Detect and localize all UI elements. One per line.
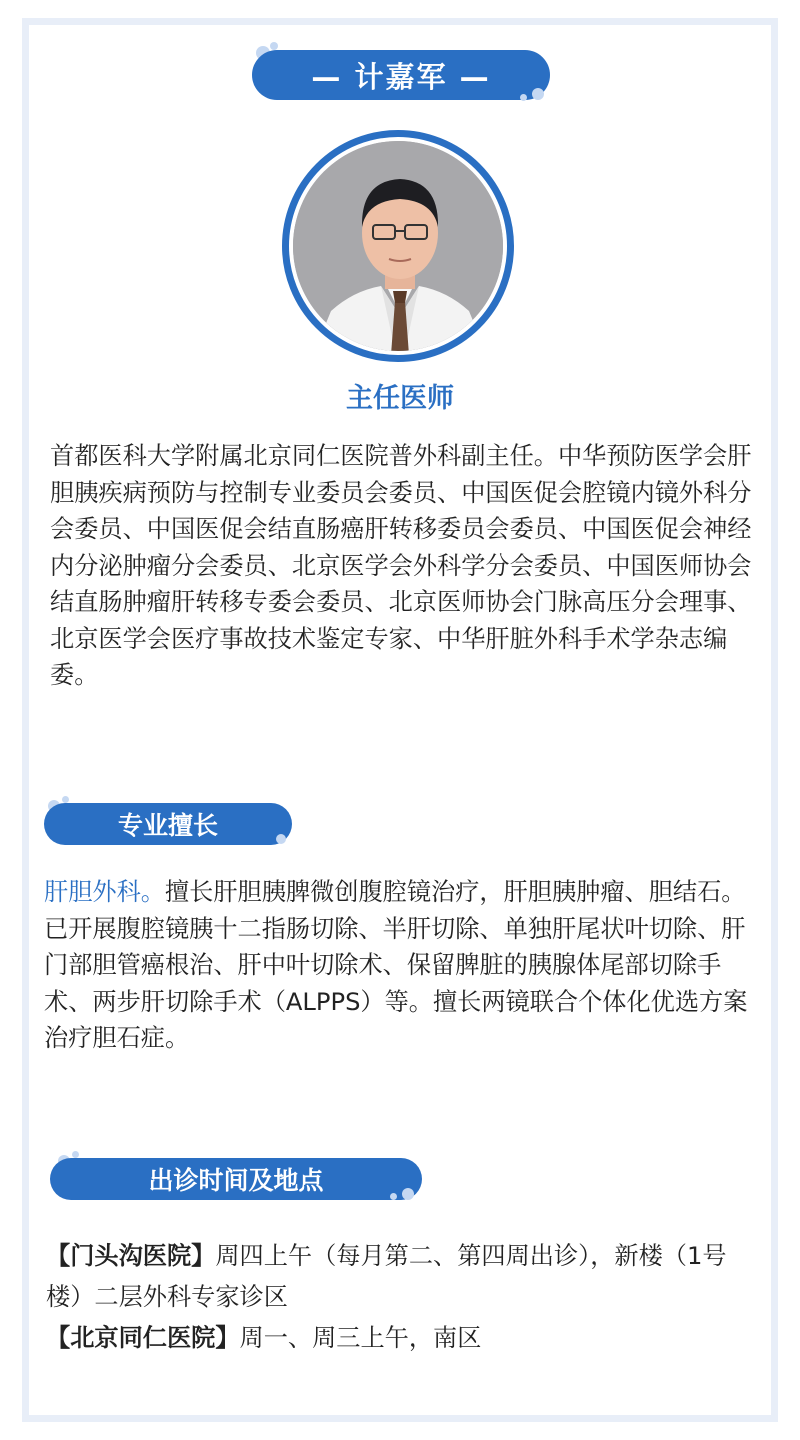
decor-bubble [390, 1193, 397, 1200]
specialty-text [44, 874, 756, 1057]
decor-bubble [402, 1188, 414, 1200]
specialty-description: 擅长肝胆胰脾微创腹腔镜治疗，肝胆胰肿瘤、胆结石。已开展腹腔镜胰十二指肠切除、半肝切除、单独肝尾状叶切除、肝门部胆管癌根治、肝中叶切除术、保留脾脏的胰腺体尾部切除手术、两步肝切除手术（ALPPS）等。擅长两镜联合个体化优选方案治疗胆石症。 [44, 878, 748, 1052]
decor-bubble [520, 94, 527, 101]
doctor-title: 主任医师 [346, 383, 454, 414]
doctor-bio: 首都医科大学附属北京同仁医院普外科副主任。中华预防医学会肝胆胰疾病预防与控制专业委员会委员、中国医促会腔镜内镜外科分会委员、中国医促会结直肠癌肝转移委员会委员、中国医促会神经内分泌肿瘤分会委员、北京医学会外科学分会委员、中国医师协会结直肠肿瘤肝转移专委会委员、北京医师协会门脉高压分会理事、北京医学会医疗事故技术鉴定专家、中华肝脏外科手术学杂志编委。 [50, 442, 752, 689]
clinic-schedule: 周四上午（每月第二、第四周出诊），新楼（1号楼）二层外科专家诊区 [46, 1242, 727, 1311]
specialty-highlight: 肝胆外科。 [44, 878, 165, 906]
clinic-heading-text: 出诊时间及地点 [148, 1166, 324, 1195]
avatar-frame [282, 130, 514, 362]
clinic-entry [46, 1236, 760, 1318]
clinic-schedule: 周一、周三上午，南区 [239, 1324, 482, 1352]
clinic-hospital: 【北京同仁医院】 [46, 1324, 240, 1352]
avatar [293, 141, 503, 351]
clinic-heading [50, 1158, 422, 1200]
decor-bubble [62, 796, 69, 803]
doctor-name-label: — 计嘉军 — [252, 50, 550, 100]
specialty-heading-text: 专业擅长 [117, 811, 218, 840]
decor-bubble [532, 88, 544, 100]
clinic-hospital: 【门头沟医院】 [46, 1242, 216, 1270]
clinic-entry [46, 1318, 760, 1359]
clinic-info [46, 1236, 760, 1359]
specialty-heading [44, 803, 292, 845]
doctor-portrait-icon [293, 141, 503, 351]
decor-bubble [270, 42, 278, 50]
decor-bubble [72, 1151, 79, 1158]
decor-bubble [276, 834, 286, 844]
